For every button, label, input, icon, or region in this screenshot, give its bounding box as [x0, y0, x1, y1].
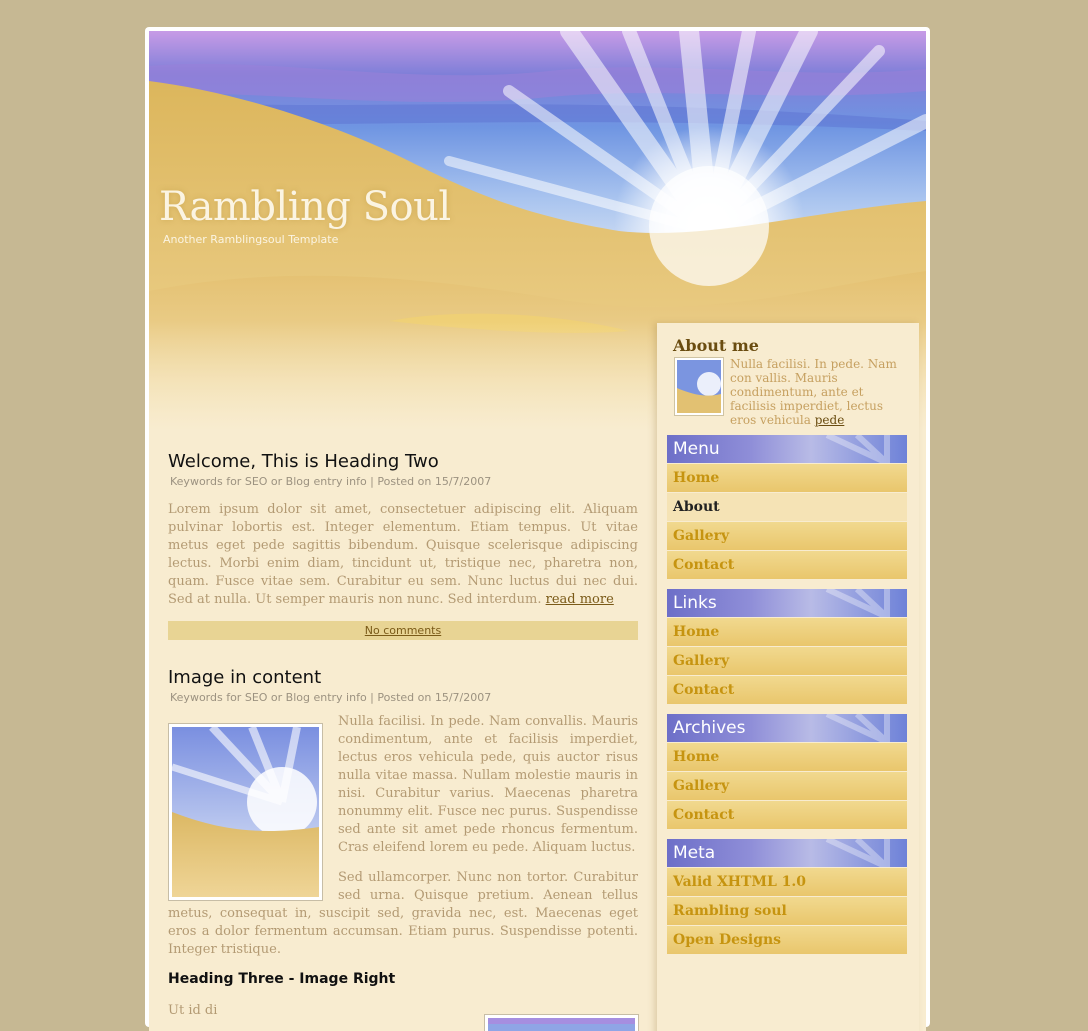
read-more-link[interactable]: read more — [545, 592, 614, 607]
sidebar-menu-item-contact[interactable]: Contact — [667, 551, 907, 579]
about-me-title: About me — [673, 336, 759, 355]
heading-three: Heading Three - Image Right — [168, 971, 396, 987]
post — [168, 451, 638, 640]
page-frame — [145, 27, 930, 1027]
widget-title-text: Menu — [673, 439, 720, 459]
widget-title-text: Meta — [673, 843, 716, 863]
post-paragraph: Nulla facilisi. In pede. Nam convallis. Mauris condimentum, ante et facilisis imperdiet, lectus eros vehicula pede, quis auctor risus nulla vitae massa. Nullam molestie mauris in nisi. Curabitur varius. Maecenas pharetra nonummy elit. Fusce nec purus. Suspendisse sed ante sit amet pede rhoncus fermentum. Cras eleifend lorem eu pede. Aliquam luctus. — [338, 714, 638, 855]
widget-title-text: Archives — [673, 718, 746, 738]
links-widget-title — [667, 589, 907, 617]
sidebar-archives-item-home[interactable]: Home — [667, 743, 907, 771]
sidebar-archives-item-contact[interactable]: Contact — [667, 801, 907, 829]
comments-bar — [168, 621, 638, 640]
about-me-widget — [673, 336, 909, 427]
meta-widget-title — [667, 839, 907, 867]
widget-header-rays-icon — [787, 714, 907, 742]
comments-link[interactable]: No comments — [364, 624, 442, 637]
post-body — [168, 704, 638, 959]
post-body-text: Lorem ipsum dolor sit amet, consectetuer adipiscing elit. Aliquam pulvinar lobortis est. Integer elementum. Etiam tempus. Ut vitae metus eget pede sagittis bibendum. Quisque scelerisque adipiscing lectus. Morbi enim diam, tincidunt ut, tristique nec, pharetra non, quam. Fusce vitae sem. Curabitur eu sem. Nunc luctus dui nec dui. Sed at nulla. Ut semper mauris non nunc. Sed interdum. — [168, 502, 638, 607]
sidebar-menu-item-about[interactable]: About — [667, 493, 907, 521]
post — [168, 667, 638, 1018]
content-image-right — [484, 1014, 639, 1031]
about-me-image — [674, 357, 724, 416]
content-image — [168, 723, 323, 901]
desert-thumbnail-image — [488, 1018, 635, 1031]
page-inner — [149, 31, 926, 1031]
widget-header-rays-icon — [787, 435, 907, 463]
sidebar-links-item-gallery[interactable]: Gallery — [667, 647, 907, 675]
post-title[interactable]: Welcome, This is Heading Two — [168, 451, 439, 472]
site-tagline: Another Ramblingsoul Template — [163, 233, 339, 246]
desert-thumbnail-image — [172, 727, 319, 897]
post-meta: Keywords for SEO or Blog entry info | Posted on 15/7/2007 — [170, 475, 492, 488]
sidebar-menu-item-gallery[interactable]: Gallery — [667, 522, 907, 550]
post-paragraph: Sed ullamcorper. Nunc non tortor. Curabitur sed urna. Quisque pretium. Aenean tellus metus, consequat in, suscipit sed, gravida nec, est. Maecenas eget eros a dolor fermentum accumsan. Etiam purus. Suspendisse potenti. Integer tristique. — [168, 870, 638, 957]
about-me-text — [730, 357, 908, 427]
meta-widget — [667, 839, 907, 954]
sidebar-meta-item-valid-xhtml[interactable]: Valid XHTML 1.0 — [667, 868, 907, 896]
desert-thumbnail-image — [677, 360, 721, 413]
widget-header-rays-icon — [787, 839, 907, 867]
sidebar-archives-item-gallery[interactable]: Gallery — [667, 772, 907, 800]
widget-header-rays-icon — [787, 589, 907, 617]
sidebar-menu-item-home[interactable]: Home — [667, 464, 907, 492]
widget-title-text: Links — [673, 593, 717, 613]
about-me-body: Nulla facilisi. In pede. Nam con vallis. Mauris condimentum, ante et facilisis imperdiet, lectus eros vehicula — [730, 357, 897, 427]
archives-widget-title — [667, 714, 907, 742]
sidebar-links-item-home[interactable]: Home — [667, 618, 907, 646]
post-meta: Keywords for SEO or Blog entry info | Posted on 15/7/2007 — [170, 691, 492, 704]
menu-widget-title — [667, 435, 907, 463]
sidebar-meta-item-rambling-soul[interactable]: Rambling soul — [667, 897, 907, 925]
about-me-link[interactable]: pede — [814, 413, 845, 427]
site-title[interactable]: Rambling Soul — [159, 184, 451, 230]
post-paragraph: Ut id di — [168, 1003, 218, 1018]
links-widget — [667, 589, 907, 704]
post-body — [168, 501, 638, 609]
sidebar-meta-item-open-designs[interactable]: Open Designs — [667, 926, 907, 954]
sidebar-links-item-contact[interactable]: Contact — [667, 676, 907, 704]
archives-widget — [667, 714, 907, 829]
menu-widget — [667, 435, 907, 579]
post-title[interactable]: Image in content — [168, 667, 322, 688]
